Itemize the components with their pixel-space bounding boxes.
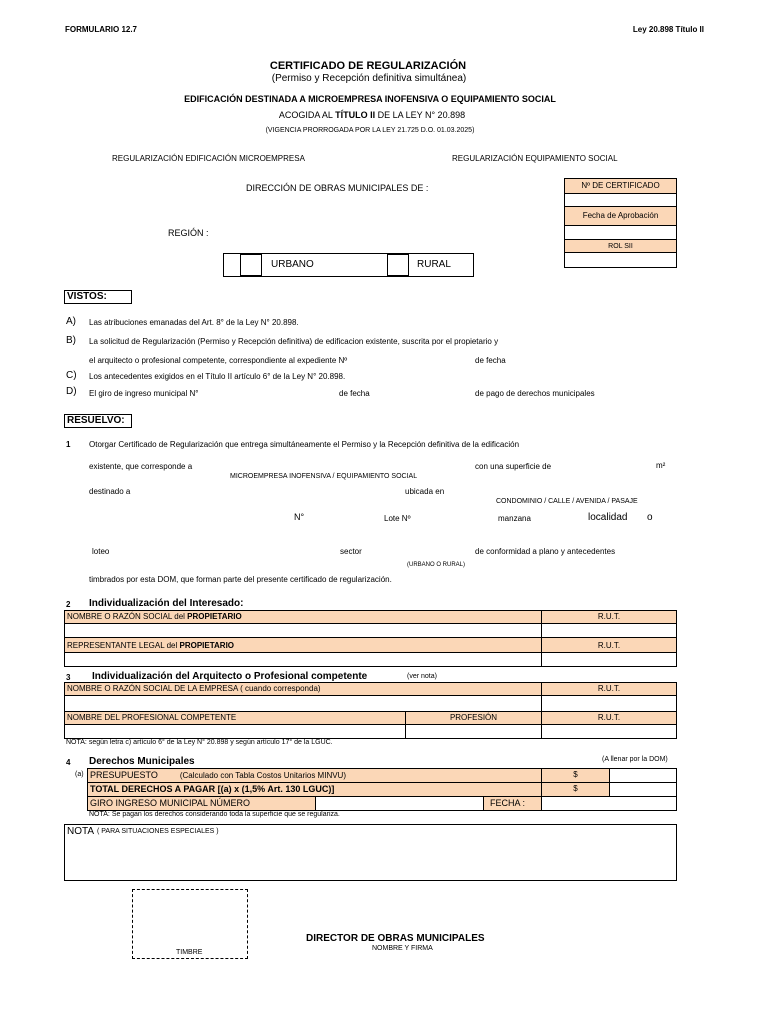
owner-name-field[interactable] (64, 623, 542, 638)
nombre-firma-label: NOMBRE Y FIRMA (372, 945, 433, 952)
total-derechos-label: TOTAL DERECHOS A PAGAR [(a) x (1,5% Art. 130 LGUC)] (87, 782, 542, 797)
vistos-letter-d: D) (66, 386, 77, 397)
legal-rep-label (64, 637, 542, 653)
cert-number-label: Nº DE CERTIFICADO (564, 178, 677, 194)
special-notes-label: NOTA (67, 826, 95, 837)
vistos-heading: VISTOS: (64, 290, 132, 304)
cert-number-field[interactable] (564, 193, 677, 207)
total-peso: $ (541, 782, 610, 797)
vistos-letter-b: B) (66, 335, 76, 346)
law-heading-post: DE LA LEY N° 20.898 (375, 110, 466, 120)
resuelvo-timbrados: timbrados por esta DOM, que forman parte del presente certificado de regularización. (89, 575, 392, 584)
resuelvo-destinado: destinado a (89, 487, 131, 496)
resuelvo-m2: m² (656, 461, 666, 470)
vistos-letter-c: C) (66, 370, 77, 381)
resuelvo-micro-equip: MICROEMPRESA INOFENSIVA / EQUIPAMIENTO SOCIAL (230, 473, 418, 480)
section2-number: 2 (66, 600, 71, 609)
fecha-label: FECHA : (483, 796, 542, 811)
profession-label: PROFESIÓN (405, 711, 542, 725)
presupuesto-label (87, 768, 542, 783)
law-reference: Ley 20.898 Título II (632, 25, 704, 34)
resuelvo-loteo: loteo (92, 547, 110, 556)
section3-ver-nota: (ver nota) (407, 673, 437, 680)
fecha-field[interactable] (541, 796, 677, 811)
owner-rut-label: R.U.T. (541, 610, 677, 624)
rural-label: RURAL (417, 259, 451, 270)
company-rut-field[interactable] (541, 695, 677, 712)
rol-sii-label: ROL SII (564, 239, 677, 253)
section3-note: NOTA: según letra c) artículo 6° de la Ley N° 20.898 y según artículo 17° de la LGUC. (66, 739, 333, 746)
legal-rep-field[interactable] (64, 652, 542, 667)
resuelvo-number: 1 (66, 440, 71, 449)
vistos-de-fecha-d: de fecha (339, 389, 370, 398)
presupuesto-calc: (Calculado con Tabla Costos Unitarios MINVU) (179, 771, 346, 780)
vistos-item-a: Las atribuciones emanadas del Art. 8° de la Ley N° 20.898. (89, 318, 299, 327)
vistos-item-d: El giro de ingreso municipal N° (89, 389, 199, 398)
resuelvo-line2: existente, que corresponde a (89, 462, 193, 471)
section2-title: Individualización del Interesado: (89, 598, 244, 609)
section4-title: Derechos Municipales (89, 756, 195, 767)
law-heading-pre: ACOGIDA AL (278, 110, 336, 120)
certificate-subtitle: (Permiso y Recepción definitiva simultánea) (271, 73, 467, 84)
vistos-letter-a: A) (66, 316, 76, 327)
resuelvo-localidad: localidad (588, 512, 628, 523)
urbano-checkbox[interactable] (240, 254, 262, 276)
professional-name-field[interactable] (64, 724, 406, 739)
director-title: DIRECTOR DE OBRAS MUNICIPALES (306, 933, 485, 944)
vistos-item-b: La solicitud de Regularización (Permiso y Recepción definitiva) de edificacion existente, suscrita por el propietario y (89, 337, 499, 346)
section4-number: 4 (66, 758, 71, 767)
special-notes-box[interactable] (64, 824, 677, 881)
dom-label: DIRECCIÓN DE OBRAS MUNICIPALES DE : (246, 183, 429, 193)
resuelvo-numero: N° (294, 512, 305, 522)
urbano-label: URBANO (271, 259, 314, 270)
vistos-item-b2: el arquitecto o profesional competente, correspondiente al expediente Nº (89, 356, 348, 365)
owner-name-label (64, 610, 542, 624)
approval-date-label: Fecha de Aprobación (564, 206, 677, 226)
certificate-title: CERTIFICADO DE REGULARIZACIÓN (269, 60, 467, 72)
vistos-de-fecha-b: de fecha (475, 356, 506, 365)
resuelvo-urbano-rural: (URBANO O RURAL) (407, 562, 466, 568)
giro-ingreso-field[interactable] (315, 796, 484, 811)
section4-dom-note: (A llenar por la DOM) (602, 756, 668, 763)
law-heading (0, 110, 744, 120)
rural-checkbox[interactable] (387, 254, 409, 276)
resuelvo-ubicada: ubicada en (405, 487, 445, 496)
company-name-field[interactable] (64, 695, 542, 712)
professional-name-label: NOMBRE DEL PROFESIONAL COMPETENTE (64, 711, 406, 725)
total-field[interactable] (609, 782, 677, 797)
validity-note: (VIGENCIA PRORROGADA POR LA LEY 21.725 D.O. 01.03.2025) (265, 127, 475, 134)
owner-name-label-text: NOMBRE O RAZÓN SOCIAL del (67, 612, 188, 621)
section4-note: NOTA: Se pagan los derechos considerando toda la superficie que se regulariza. (89, 811, 340, 818)
presupuesto-text: PRESUPUESTO (90, 770, 158, 780)
vistos-item-c: Los antecedentes exigidos en el Título II artículo 6° de la Ley N° 20.898. (89, 372, 346, 381)
section3-title: Individualización del Arquitecto o Profesional competente (92, 671, 368, 682)
form-number: FORMULARIO 12.7 (65, 25, 138, 34)
resuelvo-heading: RESUELVO: (64, 414, 132, 428)
vistos-pago: de pago de derechos municipales (475, 389, 595, 398)
resuelvo-o: o (647, 512, 653, 523)
legal-rep-label-bold: PROPIETARIO (179, 641, 235, 650)
approval-date-field[interactable] (564, 225, 677, 240)
resuelvo-superficie: con una superficie de (475, 462, 552, 471)
legal-rep-label-text: REPRESENTANTE LEGAL del (67, 641, 180, 650)
law-heading-title: TÍTULO II (335, 110, 376, 120)
professional-rut-label: R.U.T. (541, 711, 677, 725)
section4-a-marker: (a) (75, 771, 84, 778)
presupuesto-field[interactable] (609, 768, 677, 783)
special-notes-sub: ( PARA SITUACIONES ESPECIALES ) (97, 828, 219, 835)
owner-rut-field[interactable] (541, 623, 677, 638)
company-rut-label: R.U.T. (541, 682, 677, 696)
resuelvo-line1: Otorgar Certificado de Regularización que entrega simultáneamente el Permiso y la Recepción definitiva de la edificación (89, 440, 520, 449)
resuelvo-condominio: CONDOMINIO / CALLE / AVENIDA / PASAJE (496, 498, 638, 505)
resuelvo-manzana: manzana (498, 514, 531, 523)
option-microempresa: REGULARIZACIÓN EDIFICACIÓN MICROEMPRESA (112, 154, 305, 163)
rol-sii-field[interactable] (564, 252, 677, 268)
resuelvo-conformidad: de conformidad a plano y antecedentes (475, 547, 616, 556)
legal-rep-rut-field[interactable] (541, 652, 677, 667)
option-equipamiento: REGULARIZACIÓN EQUIPAMIENTO SOCIAL (452, 154, 618, 163)
giro-ingreso-label: GIRO INGRESO MUNICIPAL NÚMERO (87, 796, 316, 811)
company-name-label: NOMBRE O RAZÓN SOCIAL DE LA EMPRESA ( cuando corresponda) (64, 682, 542, 696)
region-label: REGIÓN : (168, 228, 209, 238)
resuelvo-lote: Lote Nº (384, 514, 411, 523)
presupuesto-peso: $ (541, 768, 610, 783)
legal-rep-rut-label: R.U.T. (541, 637, 677, 653)
professional-rut-field[interactable] (541, 724, 677, 739)
timbre-label: TIMBRE (176, 949, 203, 956)
building-type-heading: EDIFICACIÓN DESTINADA A MICROEMPRESA INOFENSIVA O EQUIPAMIENTO SOCIAL (184, 94, 556, 104)
profession-field[interactable] (405, 724, 542, 739)
resuelvo-sector: sector (340, 547, 362, 556)
section3-number: 3 (66, 673, 71, 682)
owner-name-label-bold: PROPIETARIO (187, 612, 242, 621)
